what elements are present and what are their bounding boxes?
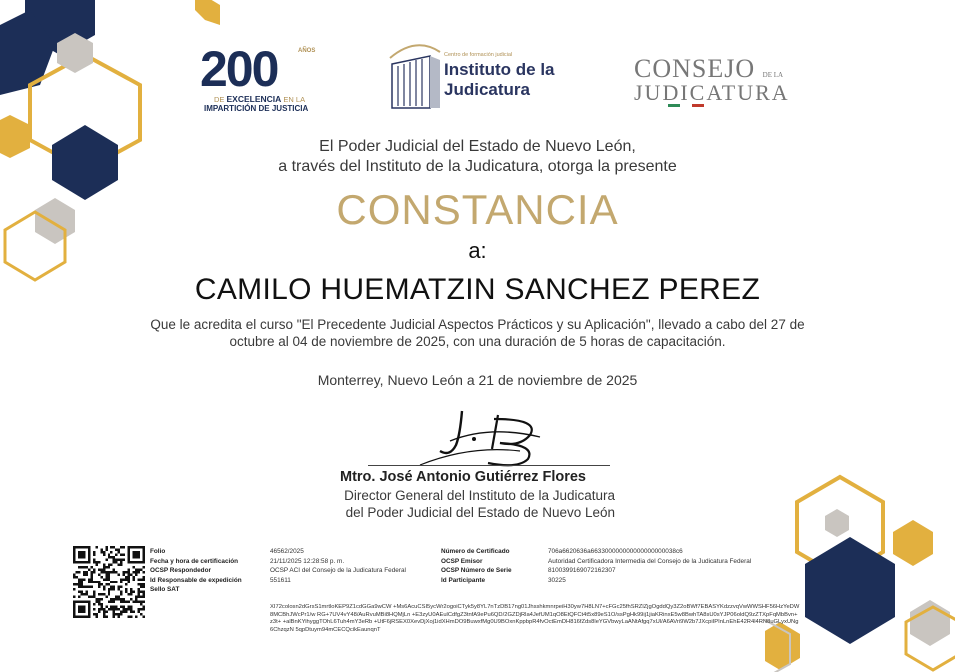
intro-line1: El Poder Judicial del Estado de Nuevo León, (319, 138, 636, 155)
consejo-line1: CONSEJO DE LA (634, 54, 784, 83)
cert-value: 21/11/2025 12:28:58 p. m. (270, 557, 345, 565)
cert-value: Autoridad Certificadora Intermedia del Consejo de la Judicatura Federal (548, 557, 752, 565)
consejo-line2: JUDICATURA (634, 80, 790, 105)
cert-value: 551611 (270, 576, 291, 584)
logo-200-line2: IMPARTICIÓN DE JUSTICIA (204, 104, 309, 113)
logo-consejo-judicatura (632, 50, 790, 110)
cert-value: OCSP ACI del Consejo de la Judicatura Federal (270, 567, 406, 575)
header-logos (0, 36, 955, 116)
logo-200-anos (198, 41, 318, 116)
cert-value: 30225 (548, 576, 566, 584)
building-icon (386, 38, 442, 110)
certificate-title: CONSTANCIA (336, 186, 619, 233)
logo-instituto-judicatura (386, 38, 556, 112)
cert-right-labels (441, 547, 541, 585)
description-line1: Que le acredita el curso "El Precedente Judicial Aspectos Prácticos y su Aplicación", llevado a cabo del 27 de (150, 317, 805, 332)
sat-seal-string: XI72colosn2dGrsS1mrtloKEP9Z1cdGGa9wCW +Ms6AcuCSI5ycWr2ogoiCTyk5y8YL7nTzDB17ng01JhsshkmnrpeiH30yw7H8LN7+cFGc25fhSRZlZjgOgddQy3Z2oBWf7EBASYKdzzvqVwWWSHF56HzYeDW8MCBhJWcPr1/w RG+7UV4vY48/AuRvuMBi8HQMjLn +E3zyU0AEulCdfgZ3tnfA9ePu6QD/2GZDjRla4JefUM1qO8EtQFCt4t5x89eS1O/ssPgHk99ij1jiaKRinxE5w8BwhTA8sU0sYJP06oldQ9zZTXpFqMbBvn+z3t+ +alBnKYihyggTOhL6Tuh4mY3eRb +UtF6jRSEX0XevDjXoj1idXHmDO9BuwxfMg0U9BOxnKppbpR4fvOctEmDH816fZds8leYGVbwyLaANtAfgq7xUl/A6AVri9W2b7JXcpiIPInLnEhE42R4l4RN8uGLyxUNg6ChzqzN 5qpDtuym94mCECQcikEaunqnT (270, 604, 800, 633)
signatory-role (330, 487, 615, 521)
signature-line (368, 465, 610, 466)
logo-200-line1: DE EXCELENCIA EN LA (214, 94, 306, 104)
cert-label: Id Participante (441, 576, 486, 584)
cert-label: OCSP Número de Serie (441, 567, 512, 575)
description-line2: octubre al 04 de noviembre de 2025, con una duración de 5 horas de capacitación. (229, 334, 726, 349)
cert-value: 46562/2025 (270, 548, 304, 555)
signatory-name: Mtro. José Antonio Gutiérrez Flores (340, 469, 586, 485)
decorative-hexagons-right (765, 472, 955, 672)
course-description (0, 316, 955, 350)
place-date: Monterrey, Nuevo León a 21 de noviembre de 2025 (317, 372, 638, 388)
cert-label: Sello SAT (150, 586, 180, 594)
cert-right-values (548, 547, 768, 585)
signatory-role-line2: del Poder Judicial del Estado de Nuevo León (345, 505, 615, 520)
recipient-name: CAMILO HUEMATZIN SANCHEZ PEREZ (194, 273, 761, 306)
cert-label: OCSP Emisor (441, 557, 483, 565)
instituto-title-line1: Instituto de la (444, 60, 555, 79)
cert-value: 8100399169072162307 (548, 567, 616, 575)
instituto-subtitle: Centro de formación judicial (444, 52, 513, 58)
cert-label: Fecha y hora de certificación (150, 557, 239, 565)
qr-code[interactable] (73, 546, 145, 618)
cert-left-labels (150, 547, 260, 595)
cert-label: OCSP Respondedor (150, 567, 211, 575)
logo-200-number: 200 (200, 41, 278, 97)
cert-label: Folio (150, 548, 166, 555)
cert-label: Número de Certificado (441, 548, 510, 555)
intro-line2: a través del Instituto de la Judicatura, otorga la presente (278, 158, 677, 175)
to-label: a: (468, 238, 487, 263)
instituto-title-line2: Judicatura (444, 80, 530, 99)
cert-value: 706a6620636a663300000000000000000038c6 (548, 548, 683, 555)
cert-label: Id Responsable de expedición (150, 576, 242, 584)
signatory-role-line1: Director General del Instituto de la Judicatura (344, 488, 615, 503)
cert-left-values (270, 547, 440, 585)
intro-text (0, 137, 955, 177)
logo-200-years: AÑOS (298, 48, 316, 54)
